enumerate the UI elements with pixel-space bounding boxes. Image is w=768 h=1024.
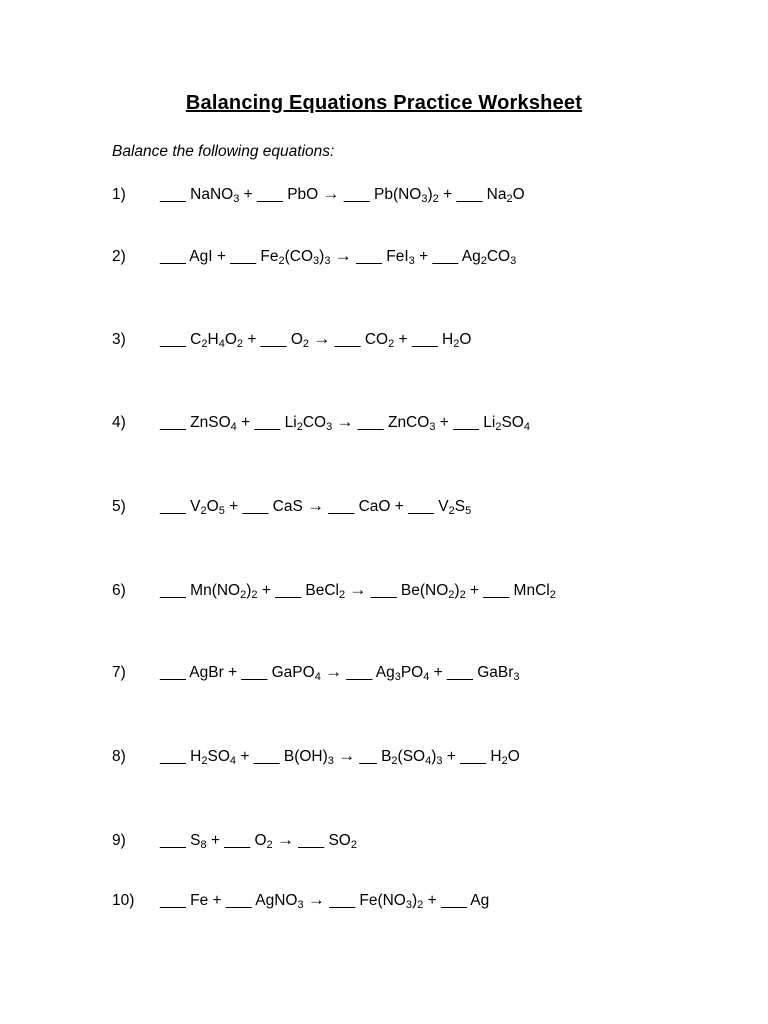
subscript: 2 [448, 505, 455, 517]
formula-text: CO [486, 248, 511, 265]
formula-text: + ___ Li [236, 414, 297, 431]
equation-text [160, 248, 516, 265]
subscript: 2 [240, 589, 247, 601]
formula-text: ___ Fe + ___ AgNO [160, 892, 298, 909]
formula-text: PO [400, 664, 424, 681]
formula-text: O [224, 331, 237, 348]
formula-text: SO [501, 414, 524, 431]
formula-text: + ___ BeCl [257, 582, 339, 599]
subscript: 3 [326, 421, 333, 433]
arrow-icon: → [322, 184, 340, 203]
formula-text: ) [246, 582, 252, 599]
subscript: 3 [324, 255, 331, 267]
subscript: 3 [510, 255, 517, 267]
formula-text: ___ AgI + ___ Fe [160, 248, 279, 265]
formula-text: + ___ Ag [423, 892, 490, 909]
subscript: 3 [405, 899, 412, 911]
subscript: 2 [350, 839, 357, 851]
equation-number: 1) [112, 186, 126, 203]
subscript: 3 [297, 899, 304, 911]
formula-text: ___ Mn(NO [160, 582, 241, 599]
equation-row [112, 661, 520, 684]
subscript: 2 [480, 255, 487, 267]
arrow-icon: → [307, 496, 325, 515]
subscript: 2 [236, 338, 244, 350]
equation-number: 2) [112, 248, 126, 265]
formula-text: + ___ O [206, 832, 267, 849]
subscript: 4 [218, 338, 225, 350]
formula-text: + ___ H [394, 331, 454, 348]
subscript: 2 [251, 589, 258, 601]
formula-text: ___ S [160, 832, 201, 849]
equation-text [160, 748, 520, 765]
worksheet-instructions: Balance the following equations: [112, 143, 335, 160]
formula-text: ) [454, 582, 460, 599]
arrow-icon: → [325, 662, 343, 681]
subscript: 3 [436, 755, 443, 767]
formula-text: ___ CaO + ___ V [324, 498, 449, 515]
equation-text [160, 582, 556, 599]
formula-text: ___ CO [330, 331, 389, 348]
formula-text: + ___ H [442, 748, 502, 765]
subscript: 3 [233, 193, 240, 205]
subscript: 2 [201, 755, 208, 767]
formula-text: CO [302, 414, 327, 431]
arrow-icon: → [334, 246, 352, 265]
arrow-icon: → [336, 412, 354, 431]
subscript: 3 [394, 671, 401, 683]
subscript: 4 [425, 755, 432, 767]
equation-number: 9) [112, 832, 126, 849]
formula-text: SO [207, 748, 230, 765]
arrow-icon: → [338, 746, 356, 765]
formula-text: O [206, 498, 219, 515]
subscript: 8 [200, 839, 207, 851]
subscript: 2 [459, 589, 466, 601]
equation-row [112, 889, 489, 912]
arrow-icon: → [349, 580, 367, 599]
subscript: 4 [230, 421, 237, 433]
subscript: 4 [523, 421, 530, 433]
subscript: 3 [421, 193, 428, 205]
equation-number: 8) [112, 748, 126, 765]
subscript: 2 [388, 338, 395, 350]
formula-text: ) [412, 892, 418, 909]
equation-row [112, 411, 530, 434]
subscript: 2 [201, 338, 208, 350]
worksheet-title: Balancing Equations Practice Worksheet [185, 92, 583, 114]
subscript: 2 [302, 338, 310, 350]
formula-text: + ___ Na [438, 186, 507, 203]
formula-text: ___ Ag [342, 664, 395, 681]
formula-text: ___ SO [293, 832, 351, 849]
equation-row [112, 579, 556, 602]
subscript: 2 [495, 421, 502, 433]
subscript: 2 [278, 255, 285, 267]
arrow-icon: → [313, 329, 331, 348]
subscript: 3 [327, 755, 334, 767]
formula-text: ___ AgBr + ___ GaPO [160, 664, 315, 681]
equation-text [160, 186, 525, 203]
equation-text [160, 498, 471, 515]
formula-text: + ___ MnCl [465, 582, 550, 599]
formula-text: O [512, 186, 525, 203]
subscript: 3 [313, 255, 320, 267]
equation-number: 10) [112, 892, 135, 909]
equation-row [112, 745, 520, 768]
subscript: 2 [432, 193, 439, 205]
subscript: 2 [549, 589, 556, 601]
formula-text: + ___ CaS [224, 498, 308, 515]
subscript: 2 [338, 589, 346, 601]
formula-text: + ___ B(OH) [236, 748, 328, 765]
subscript: 5 [465, 505, 472, 517]
subscript: 2 [417, 899, 424, 911]
formula-text: O [507, 748, 520, 765]
subscript: 2 [448, 589, 455, 601]
equation-text [160, 892, 489, 909]
formula-text: (SO [397, 748, 426, 765]
equation-row [112, 183, 525, 206]
subscript: 3 [429, 421, 436, 433]
formula-text: + ___ Li [435, 414, 496, 431]
subscript: 2 [296, 421, 303, 433]
equation-row [112, 495, 471, 518]
equation-text [160, 331, 471, 348]
formula-text: ___ ZnCO [353, 414, 430, 431]
subscript: 4 [229, 755, 237, 767]
subscript: 3 [513, 671, 520, 683]
formula-text: ___ FeI [351, 248, 409, 265]
formula-text: ___ Pb(NO [339, 186, 422, 203]
equation-row [112, 245, 516, 268]
equation-number: 5) [112, 498, 126, 515]
formula-text: ) [431, 748, 437, 765]
subscript: 2 [453, 338, 460, 350]
equation-row [112, 829, 357, 852]
formula-text: + ___ O [243, 331, 303, 348]
formula-text: ___ Be(NO [366, 582, 449, 599]
formula-text: ) [427, 186, 433, 203]
arrow-icon: → [307, 890, 325, 909]
equation-number: 4) [112, 414, 126, 431]
equation-text [160, 832, 357, 849]
subscript: 5 [218, 505, 225, 517]
equation-row [112, 328, 471, 351]
formula-text: S [454, 498, 466, 515]
equation-number: 3) [112, 331, 126, 348]
formula-text: + ___ GaBr [429, 664, 514, 681]
subscript: 4 [314, 671, 321, 683]
formula-text: ___ C [160, 331, 202, 348]
formula-text: (CO [284, 248, 314, 265]
equation-number: 6) [112, 582, 126, 599]
subscript: 3 [408, 255, 415, 267]
formula-text: H [207, 331, 219, 348]
subscript: 2 [506, 193, 513, 205]
subscript: 2 [266, 839, 273, 851]
equation-number: 7) [112, 664, 126, 681]
subscript: 2 [391, 755, 398, 767]
formula-text: ) [319, 248, 325, 265]
formula-text: ___ H [160, 748, 202, 765]
subscript: 4 [423, 671, 430, 683]
formula-text: + ___ PbO [239, 186, 323, 203]
formula-text: ___ NaNO [160, 186, 234, 203]
subscript: 2 [200, 505, 207, 517]
formula-text: ___ V [160, 498, 201, 515]
formula-text: O [459, 331, 472, 348]
formula-text: ___ Fe(NO [324, 892, 406, 909]
formula-text: + ___ Ag [414, 248, 481, 265]
arrow-icon: → [276, 830, 294, 849]
equation-text [160, 414, 530, 431]
formula-text: ___ ZnSO [160, 414, 231, 431]
formula-text: __ B [355, 748, 392, 765]
equation-text [160, 664, 520, 681]
subscript: 2 [501, 755, 508, 767]
